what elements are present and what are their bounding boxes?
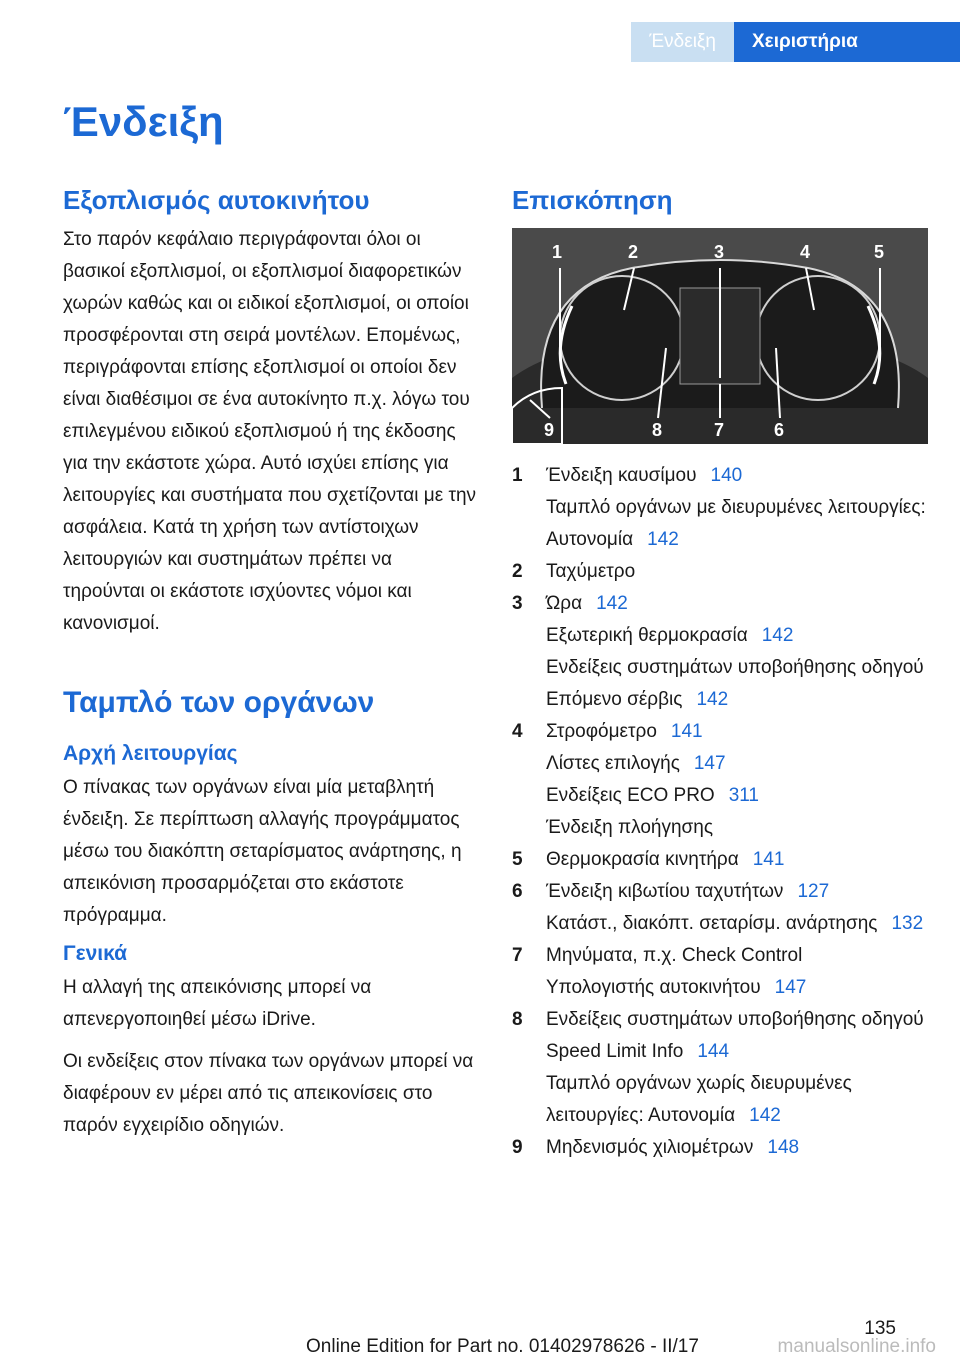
callout-4: 4 <box>800 242 811 262</box>
legend-number <box>512 684 546 716</box>
page-number: 135 <box>864 1318 896 1339</box>
legend-label: Μηδενισμός χιλιομέτρων <box>546 1137 754 1158</box>
legend-text <box>546 812 932 844</box>
callout-2: 2 <box>628 242 639 262</box>
legend-number: 5 <box>512 849 523 870</box>
legend-text <box>546 908 932 940</box>
general-paragraph-1: Η αλλαγή της απεικόνισης μπορεί να απενεργοποιηθεί μέσω iDrive. <box>63 977 372 1030</box>
legend-label: Στροφόμετρο <box>546 721 657 742</box>
callout-8: 8 <box>652 420 663 440</box>
legend-number <box>512 748 546 780</box>
legend-entry <box>512 1132 932 1164</box>
legend-text <box>546 1132 932 1164</box>
page-reference-link[interactable]: 147 <box>693 753 726 774</box>
legend-number <box>512 972 546 1004</box>
page-reference-link[interactable]: 311 <box>728 785 759 806</box>
legend-label: Ενδείξεις συστημάτων υποβοήθησης οδηγού <box>546 1009 924 1030</box>
legend-label: Ενδείξεις συστημάτων υποβοήθησης οδηγού <box>546 657 924 678</box>
legend-label: Θερμοκρασία κινητήρα <box>546 849 739 870</box>
page-reference-link[interactable]: 127 <box>797 881 830 902</box>
legend-text <box>546 716 932 748</box>
legend-text <box>546 844 932 876</box>
legend-label: Υπολογιστής αυτοκινήτου <box>546 977 761 998</box>
legend-number <box>512 620 546 652</box>
page-reference-link[interactable]: 142 <box>761 625 794 646</box>
legend-label: Ώρα <box>546 593 583 614</box>
legend-text <box>546 460 932 492</box>
page-reference-link[interactable]: 140 <box>710 465 743 486</box>
chapter-tab[interactable]: Χειριστήρια <box>734 22 960 62</box>
page-reference-link[interactable]: 142 <box>647 529 679 550</box>
legend-label: Ενδείξεις ECO PRO <box>546 785 715 806</box>
legend-list <box>512 460 932 1164</box>
legend-entry <box>512 748 932 780</box>
legend-entry <box>512 1068 932 1132</box>
general-heading: Γενικά <box>63 942 128 965</box>
legend-number <box>512 1068 546 1132</box>
legend-label: Ταμπλό οργάνων με διευρυμένες λειτουργίες: Αυτονομία <box>546 497 926 550</box>
legend-text <box>546 748 932 780</box>
callout-6: 6 <box>774 420 785 440</box>
legend-entry <box>512 620 932 652</box>
instrument-cluster-figure <box>512 228 928 444</box>
legend-text <box>546 588 932 620</box>
callout-9: 9 <box>544 420 555 440</box>
legend-entry <box>512 588 932 620</box>
legend-label: Ένδειξη καυσίμου <box>546 465 697 486</box>
page-reference-link[interactable]: 147 <box>774 977 807 998</box>
legend-number <box>512 780 546 812</box>
legend-number: 4 <box>512 721 523 742</box>
legend-text <box>546 620 932 652</box>
page-reference-link[interactable]: 144 <box>697 1041 730 1062</box>
page-reference-link[interactable]: 148 <box>767 1137 800 1158</box>
legend-number <box>512 812 546 844</box>
header-tabs <box>631 22 960 62</box>
legend-entry <box>512 1004 932 1036</box>
page-reference-link[interactable]: 142 <box>596 593 628 614</box>
legend-label: Εξωτερική θερμοκρασία <box>546 625 748 646</box>
legend-entry <box>512 684 932 716</box>
legend-entry <box>512 972 932 1004</box>
legend-label: Μηνύματα, π.χ. Check Control <box>546 945 803 966</box>
legend-entry <box>512 556 932 588</box>
principle-heading: Αρχή λειτουργίας <box>63 742 238 765</box>
legend-number: 7 <box>512 945 523 966</box>
page-reference-link[interactable]: 141 <box>752 849 785 870</box>
equipment-paragraph: Στο παρόν κεφάλαιο περιγράφονται όλοι οι βασικοί εξοπλισμοί, οι εξοπλισμοί διαφορετικών χωρών καθώς και οι ειδικοί εξοπλισμοί, οι οποίοι προσφέρονται στη σειρά μοντέλων. Επομένως, περιγράφονται επίσης εξοπλισμοί οι οποίοι δεν είναι διαθέσιμοι σε ένα αυτοκίνητο π.χ. λόγω του επιλεγμένου ειδικού εξοπλισμού ή της έκδοσης για την εκάστοτε χώρα. Αυτό ισχύει επίσης για λειτουργίες και συστήματα που σχετίζονται με την ασφάλεια. Κατά τη χρήση των αντίστοιχων λειτουργιών και συστημάτων πρέπει να τηρούνται οι εκάστοτε ισχύοντες νόμοι και κανονισμοί. <box>63 229 477 634</box>
legend-text <box>546 556 932 588</box>
legend-text <box>546 652 932 684</box>
page-reference-link[interactable]: 132 <box>891 913 924 934</box>
legend-label: Speed Limit Info <box>546 1041 684 1062</box>
callout-1: 1 <box>552 242 563 262</box>
callout-3: 3 <box>714 242 725 262</box>
page-reference-link[interactable]: 142 <box>696 689 729 710</box>
legend-number <box>512 908 546 940</box>
section-tab[interactable]: Ένδειξη <box>631 22 734 62</box>
edition-note: Online Edition for Part no. 01402978626 - II/17 <box>306 1336 699 1357</box>
watermark: manualsonline.info <box>777 1336 936 1357</box>
legend-label: Ένδειξη κιβωτίου ταχυτήτων <box>546 881 784 902</box>
equipment-heading: Εξοπλισμός αυτοκινήτου <box>63 185 370 215</box>
legend-text <box>546 940 932 972</box>
legend-text <box>546 972 932 1004</box>
left-column <box>63 185 478 1152</box>
page-reference-link[interactable]: 141 <box>670 721 703 742</box>
legend-entry <box>512 652 932 684</box>
legend-number: 2 <box>512 561 523 582</box>
legend-number: 1 <box>512 465 523 486</box>
legend-entry <box>512 460 932 492</box>
legend-entry <box>512 716 932 748</box>
legend-entry <box>512 492 932 556</box>
callout-5: 5 <box>874 242 885 262</box>
legend-entry <box>512 844 932 876</box>
legend-number: 8 <box>512 1009 523 1030</box>
legend-number: 3 <box>512 593 523 614</box>
legend-text <box>546 876 932 908</box>
legend-entry <box>512 940 932 972</box>
legend-label: Κατάστ., διακόπτ. σεταρίσμ. ανάρτησης <box>546 913 878 934</box>
legend-number <box>512 652 546 684</box>
principle-paragraph: Ο πίνακας των οργάνων είναι μία μεταβλητή ένδειξη. Σε περίπτωση αλλαγής προγράμματος μέσω του διακόπτη σεταρίσματος ανάρτησης, η απεικόνιση προσαρμόζεται στο εκάστοτε πρόγραμμα. <box>63 777 462 926</box>
legend-label: Ταμπλό οργάνων χωρίς διευρυμένες λειτουργίες: Αυτονομία <box>546 1073 852 1126</box>
legend-text <box>546 684 932 716</box>
legend-number: 6 <box>512 881 523 902</box>
legend-entry <box>512 1036 932 1068</box>
legend-number <box>512 1036 546 1068</box>
page-reference-link[interactable]: 142 <box>749 1105 781 1126</box>
legend-label: Ταχύμετρο <box>546 561 636 582</box>
legend-entry <box>512 812 932 844</box>
legend-label: Επόμενο σέρβις <box>546 689 683 710</box>
legend-label: Λίστες επιλογής <box>546 753 680 774</box>
legend-text <box>546 780 932 812</box>
general-paragraph-2: Οι ενδείξεις στον πίνακα των οργάνων μπορεί να διαφέρουν εν μέρει από τις απεικονίσεις στο παρόν εγχειρίδιο οδηγιών. <box>63 1051 474 1136</box>
legend-entry <box>512 780 932 812</box>
page-title: Ένδειξη <box>63 98 224 145</box>
legend-number: 9 <box>512 1137 523 1158</box>
legend-text <box>546 1036 932 1068</box>
legend-number <box>512 492 546 556</box>
legend-entry <box>512 876 932 908</box>
legend-entry <box>512 908 932 940</box>
callout-7: 7 <box>714 420 725 440</box>
legend-label: Ένδειξη πλοήγησης <box>546 817 713 838</box>
overview-heading: Επισκόπηση <box>512 185 673 215</box>
right-column <box>512 185 932 1164</box>
legend-text <box>546 1068 932 1132</box>
cluster-heading: Ταμπλό των οργάνων <box>63 686 375 719</box>
legend-text <box>546 492 932 556</box>
legend-text <box>546 1004 932 1036</box>
